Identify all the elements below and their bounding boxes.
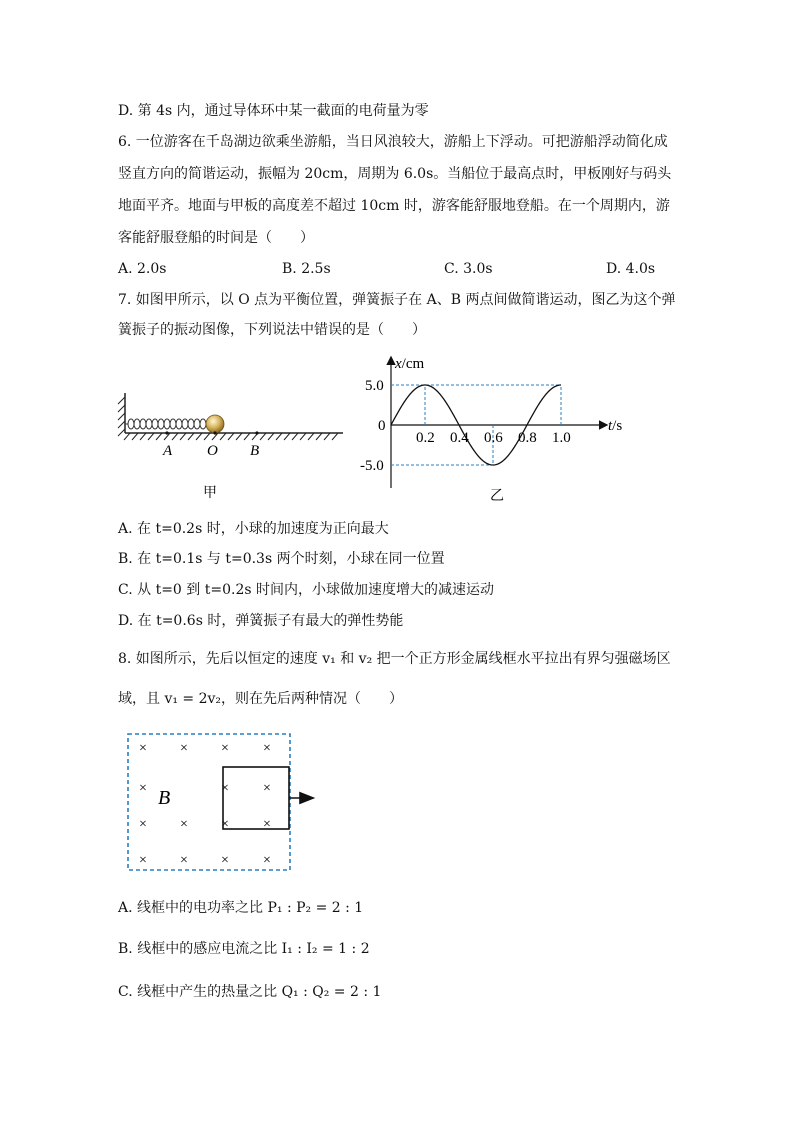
- cross-mark: ×: [180, 817, 188, 832]
- x-axis-label: t/s: [608, 418, 623, 434]
- point-o-dot: [213, 431, 216, 434]
- x-tick-label-3: 0.8: [518, 430, 537, 446]
- label-a: A: [163, 443, 173, 459]
- cross-mark: ×: [221, 817, 229, 832]
- y-tick-zero: 0: [378, 418, 386, 434]
- x-tick-labels: [416, 430, 571, 446]
- square-wire-frame: [223, 767, 289, 829]
- vibration-graph: [360, 350, 640, 505]
- q8-option-c: C. 线框中产生的热量之比 Q₁ : Q₂ = 2 : 1: [118, 984, 382, 1000]
- q8-option-b: B. 线框中的感应电流之比 I₁ : I₂ = 1 : 2: [118, 941, 370, 957]
- cross-mark: ×: [180, 741, 188, 756]
- q5-option-d: D. 第 4s 内，通过导体环中某一截面的电荷量为零: [118, 103, 429, 119]
- y-axis-label: x/cm: [395, 356, 425, 372]
- label-o: O: [207, 443, 218, 459]
- cross-mark: ×: [139, 741, 147, 756]
- cross-mark: ×: [221, 741, 229, 756]
- field-label-b: B: [158, 787, 171, 809]
- magnetic-field-figure: [120, 728, 325, 878]
- y-tick-top: 5.0: [365, 378, 384, 394]
- q7-stem-line2: 簧振子的振动图像，下列说法中错误的是（ ）: [118, 322, 426, 338]
- y-tick-bottom: -5.0: [360, 458, 384, 474]
- cross-mark: ×: [139, 781, 147, 796]
- cross-mark: ×: [139, 817, 147, 832]
- cross-mark: ×: [263, 781, 271, 796]
- x-tick-label-0: 0.2: [416, 430, 435, 446]
- spring-oscillator-figure: [110, 385, 350, 505]
- q7-option-a: A. 在 t=0.2s 时，小球的加速度为正向最大: [118, 521, 389, 537]
- spring: [125, 419, 206, 429]
- x-tick-label-2: 0.6: [484, 430, 503, 446]
- cross-mark: ×: [180, 853, 188, 868]
- cross-mark: ×: [221, 853, 229, 868]
- cross-mark: ×: [263, 741, 271, 756]
- q8-stem-line1: 8. 如图所示，先后以恒定的速度 v₁ 和 v₂ 把一个正方形金属线框水平拉出有界匀强磁场区: [118, 651, 671, 667]
- ball: [206, 415, 224, 433]
- q6-option-b: B. 2.5s: [282, 261, 331, 277]
- q6-option-d: D. 4.0s: [606, 261, 656, 277]
- q7-option-b: B. 在 t=0.1s 与 t=0.3s 两个时刻，小球在同一位置: [118, 551, 445, 567]
- cross-mark: ×: [139, 853, 147, 868]
- cross-mark: ×: [263, 817, 271, 832]
- point-b-dot: [255, 431, 258, 434]
- q7-option-d: D. 在 t=0.6s 时，弹簧振子有最大的弹性势能: [118, 613, 404, 629]
- cross-mark: ×: [221, 781, 229, 796]
- wall-hatch: [118, 397, 125, 436]
- q8-stem-line2: 域，且 v₁ = 2v₂，则在先后两种情况（ ）: [118, 691, 404, 707]
- caption-yi: 乙: [490, 489, 504, 504]
- label-b: B: [250, 443, 260, 459]
- floor-hatch: [124, 433, 338, 440]
- cross-mark: ×: [263, 853, 271, 868]
- q6-stem-line3: 地面平齐。地面与甲板的高度差不超过 10cm 时，游客能舒服地登船。在一个周期内，游: [118, 198, 670, 214]
- point-a-dot: [165, 431, 168, 434]
- q6-stem-line4: 客能舒服登船的时间是（ ）: [118, 230, 314, 246]
- q6-option-c: C. 3.0s: [444, 261, 493, 277]
- x-tick-label-1: 0.4: [450, 430, 469, 446]
- x-tick-label-4: 1.0: [552, 430, 571, 446]
- q6-stem-line1: 6. 一位游客在千岛湖边欲乘坐游船，当日风浪较大，游船上下浮动。可把游船浮动简化成: [118, 134, 668, 150]
- caption-jia: 甲: [203, 486, 217, 501]
- q7-option-c: C. 从 t=0 到 t=0.2s 时间内，小球做加速度增大的减速运动: [118, 582, 494, 598]
- q7-stem-line1: 7. 如图甲所示，以 O 点为平衡位置，弹簧振子在 A、B 两点间做简谐运动，图乙为这个弹: [118, 292, 676, 308]
- q8-option-a: A. 线框中的电功率之比 P₁ : P₂ = 2 : 1: [118, 900, 364, 916]
- q6-stem-line2: 竖直方向的简谐运动，振幅为 20cm，周期为 6.0s。当船位于最高点时，甲板刚好与码头: [118, 166, 672, 182]
- q6-option-a: A. 2.0s: [118, 261, 167, 277]
